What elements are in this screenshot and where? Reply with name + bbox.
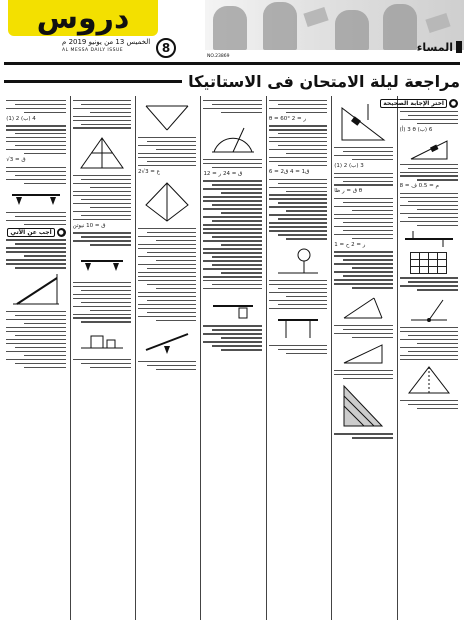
- column-3: θ = 60° ر = 2 ق1 = 4 ق2 = 6: [266, 96, 329, 620]
- kite-diagram: [142, 179, 192, 225]
- vector-diagram: [340, 292, 386, 322]
- column-6: ق = 10 نيوتن: [70, 96, 133, 620]
- plank-diagram: [77, 249, 127, 279]
- beam-diagram: [403, 229, 455, 249]
- title-row: [4, 68, 460, 94]
- incline-weight-diagram: [338, 100, 388, 144]
- lever-diagram: [142, 324, 192, 358]
- force-diagram: [407, 294, 451, 324]
- bar-weight-diagram: [209, 292, 257, 322]
- title-decoration: [4, 80, 182, 83]
- page-title: مراجعة ليلة الامتحان فى الاستاتيكا: [188, 71, 460, 91]
- answer-grid: [410, 252, 447, 274]
- header-rule: [4, 62, 460, 65]
- block-diagram: [77, 326, 127, 356]
- page-number: 8: [156, 38, 176, 58]
- ladder-diagram: [9, 272, 63, 308]
- section-choose: [383, 99, 458, 108]
- page-header: [0, 0, 464, 64]
- truss-diagram: [77, 132, 127, 172]
- support-diagram: [274, 312, 322, 342]
- dateline: الخميس 13 من يونيو 2019 م: [62, 38, 151, 46]
- masthead-text: المساء: [416, 40, 453, 54]
- section-answer-label: أجب عن الآتي: [7, 228, 54, 237]
- triangle-diagram: [405, 363, 453, 397]
- column-2: (1) 2 (ب) 3 ق = ر ظا θ ر = 2 ح = 1: [331, 96, 394, 620]
- beam-supports-diagram: [10, 187, 62, 209]
- logo-text: دروس: [36, 0, 130, 36]
- issue-number: NO.23869: [207, 54, 230, 59]
- bullet-icon: ●: [58, 228, 64, 236]
- masthead: [312, 40, 462, 54]
- incline-diagram: [409, 137, 449, 161]
- column-1: ● اختر الإجابة الصحيحة (أ) 3 θ (ب) 6 م = 0.5 ف = 8: [397, 96, 460, 620]
- column-4: ق = 24 ر = 12: [200, 96, 263, 620]
- masthead-bar: [456, 41, 462, 53]
- pulley-diagram: [274, 243, 322, 277]
- column-7: (1) 2 (ب) 4 √3 = ق ● أجب عن الآتي: [4, 96, 67, 620]
- section-answer: [6, 228, 65, 237]
- content-columns: [4, 96, 460, 620]
- bullet-icon: ●: [450, 100, 457, 107]
- section-choose-label: اختر الإجابة الصحيحة: [380, 99, 447, 108]
- column-5: ع = 3√2: [135, 96, 198, 620]
- section-logo: [8, 0, 158, 36]
- v-diagram: [142, 100, 192, 134]
- semicircle-diagram: [208, 116, 258, 156]
- right-triangle-diagram: [340, 341, 386, 367]
- hatched-triangle-diagram: [340, 382, 386, 430]
- site-label: AL MESSA DAILY ISSUE: [62, 48, 124, 53]
